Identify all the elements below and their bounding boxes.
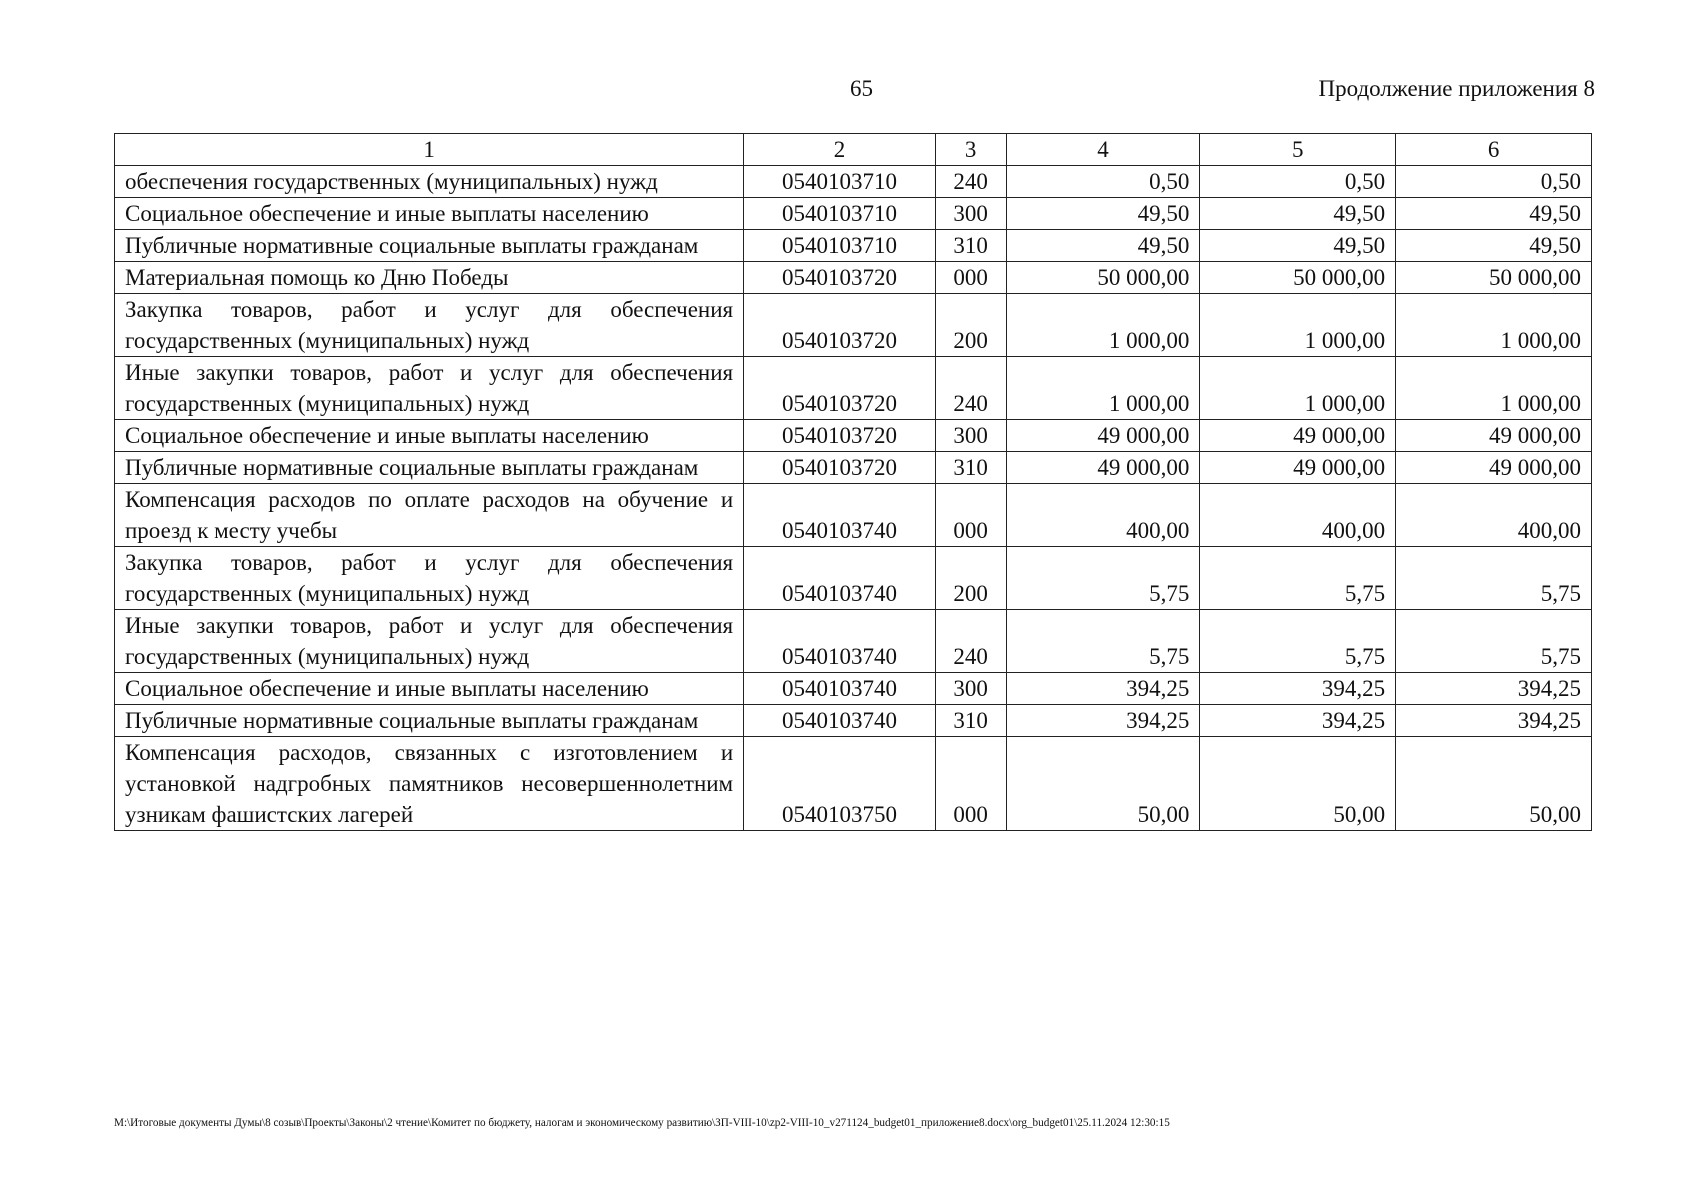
table-row	[115, 230, 1592, 262]
budget-table	[114, 133, 1592, 831]
row-type-cell: 310	[935, 230, 1006, 262]
row-name-cell: Социальное обеспечение и иные выплаты населению	[115, 673, 744, 705]
row-value-col4-cell: 49 000,00	[1006, 420, 1200, 452]
row-value-col6-cell: 394,25	[1396, 705, 1592, 737]
table-row	[115, 198, 1592, 230]
row-type-cell: 000	[935, 737, 1006, 831]
row-value-col4-cell: 400,00	[1006, 484, 1200, 547]
row-type-cell: 000	[935, 262, 1006, 294]
row-value-col6-cell: 0,50	[1396, 166, 1592, 198]
row-value-col5-cell: 1 000,00	[1200, 357, 1396, 420]
row-value-col5-cell: 50,00	[1200, 737, 1396, 831]
row-type-cell: 200	[935, 547, 1006, 610]
row-name-cell: Закупка товаров, работ и услуг для обеспечения государственных (муниципальных) нужд	[115, 547, 744, 610]
row-name-cell: Материальная помощь ко Дню Победы	[115, 262, 744, 294]
row-value-col5-cell: 0,50	[1200, 166, 1396, 198]
continuation-title: Продолжение приложения 8	[1318, 76, 1595, 101]
row-value-col4-cell: 49,50	[1006, 198, 1200, 230]
row-type-cell: 300	[935, 420, 1006, 452]
row-code-cell: 0540103720	[744, 420, 936, 452]
row-name-cell: Социальное обеспечение и иные выплаты населению	[115, 198, 744, 230]
row-type-cell: 240	[935, 166, 1006, 198]
row-value-col4-cell: 394,25	[1006, 673, 1200, 705]
row-value-col6-cell: 5,75	[1396, 610, 1592, 673]
column-header: 1	[115, 134, 744, 166]
row-code-cell: 0540103720	[744, 357, 936, 420]
row-value-col5-cell: 49 000,00	[1200, 452, 1396, 484]
row-code-cell: 0540103720	[744, 262, 936, 294]
row-code-cell: 0540103740	[744, 610, 936, 673]
row-value-col4-cell: 394,25	[1006, 705, 1200, 737]
row-type-cell: 200	[935, 294, 1006, 357]
table-row	[115, 357, 1592, 420]
row-value-col5-cell: 49 000,00	[1200, 420, 1396, 452]
row-value-col6-cell: 1 000,00	[1396, 294, 1592, 357]
row-value-col5-cell: 5,75	[1200, 610, 1396, 673]
row-value-col6-cell: 50 000,00	[1396, 262, 1592, 294]
row-type-cell: 240	[935, 610, 1006, 673]
row-value-col5-cell: 1 000,00	[1200, 294, 1396, 357]
row-code-cell: 0540103740	[744, 484, 936, 547]
row-code-cell: 0540103710	[744, 230, 936, 262]
row-name-cell: обеспечения государственных (муниципальных) нужд	[115, 166, 744, 198]
table-row	[115, 166, 1592, 198]
row-name-cell: Публичные нормативные социальные выплаты гражданам	[115, 705, 744, 737]
row-name-cell: Публичные нормативные социальные выплаты гражданам	[115, 452, 744, 484]
row-value-col5-cell: 49,50	[1200, 198, 1396, 230]
row-code-cell: 0540103710	[744, 198, 936, 230]
row-type-cell: 300	[935, 673, 1006, 705]
row-name-cell: Компенсация расходов по оплате расходов на обучение и проезд к месту учебы	[115, 484, 744, 547]
table-row	[115, 673, 1592, 705]
row-code-cell: 0540103750	[744, 737, 936, 831]
row-value-col4-cell: 49 000,00	[1006, 452, 1200, 484]
row-type-cell: 310	[935, 705, 1006, 737]
row-value-col5-cell: 49,50	[1200, 230, 1396, 262]
table-row	[115, 484, 1592, 547]
row-type-cell: 300	[935, 198, 1006, 230]
row-name-cell: Закупка товаров, работ и услуг для обеспечения государственных (муниципальных) нужд	[115, 294, 744, 357]
row-value-col5-cell: 5,75	[1200, 547, 1396, 610]
row-type-cell: 000	[935, 484, 1006, 547]
row-code-cell: 0540103740	[744, 547, 936, 610]
table-row	[115, 737, 1592, 831]
row-type-cell: 240	[935, 357, 1006, 420]
row-value-col6-cell: 49,50	[1396, 198, 1592, 230]
row-value-col5-cell: 394,25	[1200, 705, 1396, 737]
table-header-row	[115, 134, 1592, 166]
row-name-cell: Иные закупки товаров, работ и услуг для обеспечения государственных (муниципальных) нужд	[115, 357, 744, 420]
row-name-cell: Социальное обеспечение и иные выплаты населению	[115, 420, 744, 452]
table-body	[115, 166, 1592, 831]
row-value-col4-cell: 50 000,00	[1006, 262, 1200, 294]
row-value-col6-cell: 394,25	[1396, 673, 1592, 705]
row-value-col5-cell: 50 000,00	[1200, 262, 1396, 294]
row-value-col6-cell: 50,00	[1396, 737, 1592, 831]
row-value-col6-cell: 5,75	[1396, 547, 1592, 610]
row-value-col5-cell: 394,25	[1200, 673, 1396, 705]
column-header: 3	[935, 134, 1006, 166]
row-value-col4-cell: 5,75	[1006, 610, 1200, 673]
page-number: 65	[850, 76, 873, 101]
table-row	[115, 420, 1592, 452]
table-row	[115, 610, 1592, 673]
column-header: 4	[1006, 134, 1200, 166]
row-value-col6-cell: 49,50	[1396, 230, 1592, 262]
column-header: 5	[1200, 134, 1396, 166]
row-value-col4-cell: 1 000,00	[1006, 357, 1200, 420]
row-value-col4-cell: 1 000,00	[1006, 294, 1200, 357]
table-row	[115, 547, 1592, 610]
row-value-col4-cell: 0,50	[1006, 166, 1200, 198]
row-value-col5-cell: 400,00	[1200, 484, 1396, 547]
row-code-cell: 0540103740	[744, 673, 936, 705]
row-name-cell: Публичные нормативные социальные выплаты гражданам	[115, 230, 744, 262]
table-row	[115, 452, 1592, 484]
row-name-cell: Компенсация расходов, связанных с изготовлением и установкой надгробных памятников несовершеннолетним узникам фашистских лагерей	[115, 737, 744, 831]
column-header: 2	[744, 134, 936, 166]
row-value-col4-cell: 50,00	[1006, 737, 1200, 831]
row-name-cell: Иные закупки товаров, работ и услуг для обеспечения государственных (муниципальных) нужд	[115, 610, 744, 673]
table-row	[115, 705, 1592, 737]
row-value-col6-cell: 49 000,00	[1396, 420, 1592, 452]
footer-file-path: M:\Итоговые документы Думы\8 созыв\Проекты\Законы\2 чтение\Комитет по бюджету, налогам и экономическому развитию\ЗП-VIII-10\zp2-VIII-10_v271124_budget01_приложение8.docx\org_budget01\25.11.2024 12:30:15	[114, 1117, 1170, 1129]
column-header: 6	[1396, 134, 1592, 166]
row-value-col4-cell: 49,50	[1006, 230, 1200, 262]
row-value-col4-cell: 5,75	[1006, 547, 1200, 610]
row-code-cell: 0540103720	[744, 452, 936, 484]
row-code-cell: 0540103740	[744, 705, 936, 737]
table-row	[115, 294, 1592, 357]
row-type-cell: 310	[935, 452, 1006, 484]
row-value-col6-cell: 49 000,00	[1396, 452, 1592, 484]
row-code-cell: 0540103710	[744, 166, 936, 198]
row-code-cell: 0540103720	[744, 294, 936, 357]
row-value-col6-cell: 400,00	[1396, 484, 1592, 547]
row-value-col6-cell: 1 000,00	[1396, 357, 1592, 420]
table-row	[115, 262, 1592, 294]
